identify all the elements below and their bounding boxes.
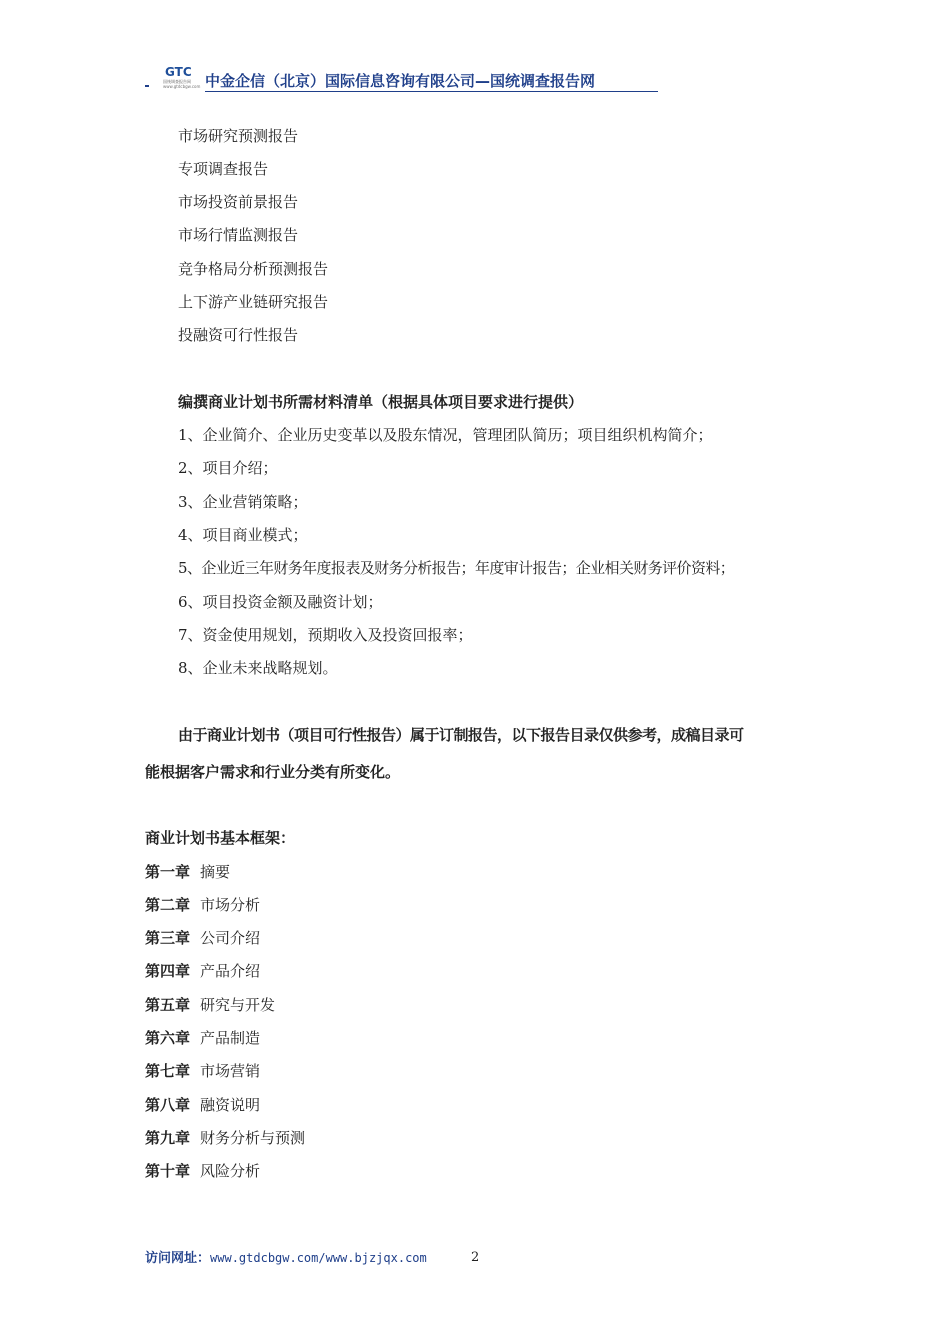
- logo-url: www.gtdcbgw.com: [163, 84, 201, 89]
- chapter-number: 第七章: [145, 1062, 191, 1080]
- header-title: 中金企信（北京）国际信息咨询有限公司—国统调查报告网: [205, 72, 596, 90]
- chapter-item: [145, 861, 230, 883]
- chapter-item: [145, 927, 260, 949]
- chapter-item: [145, 960, 260, 982]
- chapter-number: 第八章: [145, 1096, 191, 1114]
- chapter-title: 产品制造: [200, 1029, 261, 1047]
- report-type-item: 市场投资前景报告: [178, 193, 299, 211]
- header-marker: [145, 85, 149, 87]
- report-type-item: 上下游产业链研究报告: [178, 293, 329, 311]
- notice-line: 能根据客户需求和行业分类有所变化。: [145, 763, 401, 781]
- page-number: 2: [471, 1250, 480, 1265]
- chapter-item: [145, 1160, 260, 1182]
- chapter-item: [145, 994, 275, 1016]
- materials-heading: 编撰商业计划书所需材料清单（根据具体项目要求进行提供）: [178, 393, 584, 411]
- chapter-title: 摘要: [200, 863, 231, 881]
- chapter-number: 第九章: [145, 1129, 191, 1147]
- chapter-number: 第三章: [145, 929, 191, 947]
- chapter-title: 财务分析与预测: [200, 1129, 306, 1147]
- materials-item: 2、项目介绍；: [178, 459, 278, 477]
- logo-subtitle: 国统调查报告网: [163, 79, 191, 84]
- materials-item: 4、项目商业模式；: [178, 526, 308, 544]
- materials-item: 8、企业未来战略规划。: [178, 659, 338, 677]
- chapter-number: 第五章: [145, 996, 191, 1014]
- chapter-title: 市场营销: [200, 1062, 261, 1080]
- chapter-item: [145, 894, 260, 916]
- chapter-item: [145, 1027, 260, 1049]
- materials-item: 7、资金使用规划，预期收入及投资回报率；: [178, 626, 473, 644]
- page-header: [145, 66, 805, 94]
- chapter-item: [145, 1094, 260, 1116]
- logo-mark: GTC: [165, 65, 192, 79]
- report-type-item: 投融资可行性报告: [178, 326, 299, 344]
- footer-url-link[interactable]: www.gtdcbgw.com/www.bjzjqx.com: [210, 1251, 427, 1265]
- chapter-item: [145, 1060, 260, 1082]
- report-type-item: 竞争格局分析预测报告: [178, 260, 329, 278]
- chapter-title: 公司介绍: [200, 929, 261, 947]
- chapter-title: 风险分析: [200, 1162, 261, 1180]
- report-type-item: 市场研究预测报告: [178, 127, 299, 145]
- chapter-item: [145, 1127, 305, 1149]
- chapter-number: 第一章: [145, 863, 191, 881]
- notice-line: 由于商业计划书（项目可行性报告）属于订制报告，以下报告目录仅供参考，成稿目录可: [178, 726, 744, 744]
- materials-item: 5、企业近三年财务年度报表及财务分析报告；年度审计报告；企业相关财务评价资料；: [178, 559, 735, 577]
- page-footer: [145, 1249, 427, 1267]
- report-type-item: 市场行情监测报告: [178, 226, 299, 244]
- chapter-number: 第二章: [145, 896, 191, 914]
- company-logo: [157, 66, 201, 90]
- chapter-number: 第十章: [145, 1162, 191, 1180]
- footer-label: 访问网址：: [145, 1251, 211, 1266]
- chapter-number: 第六章: [145, 1029, 191, 1047]
- header-underline: [205, 91, 658, 92]
- chapter-title: 融资说明: [200, 1096, 261, 1114]
- chapter-title: 研究与开发: [200, 996, 276, 1014]
- report-type-item: 专项调查报告: [178, 160, 269, 178]
- materials-item: 3、企业营销策略；: [178, 493, 308, 511]
- materials-item: 1、企业简介、企业历史变革以及股东情况，管理团队简历；项目组织机构简介；: [178, 426, 713, 444]
- materials-item: 6、项目投资金额及融资计划；: [178, 593, 383, 611]
- chapter-number: 第四章: [145, 962, 191, 980]
- chapter-title: 产品介绍: [200, 962, 261, 980]
- framework-heading: 商业计划书基本框架：: [145, 829, 296, 847]
- chapter-title: 市场分析: [200, 896, 261, 914]
